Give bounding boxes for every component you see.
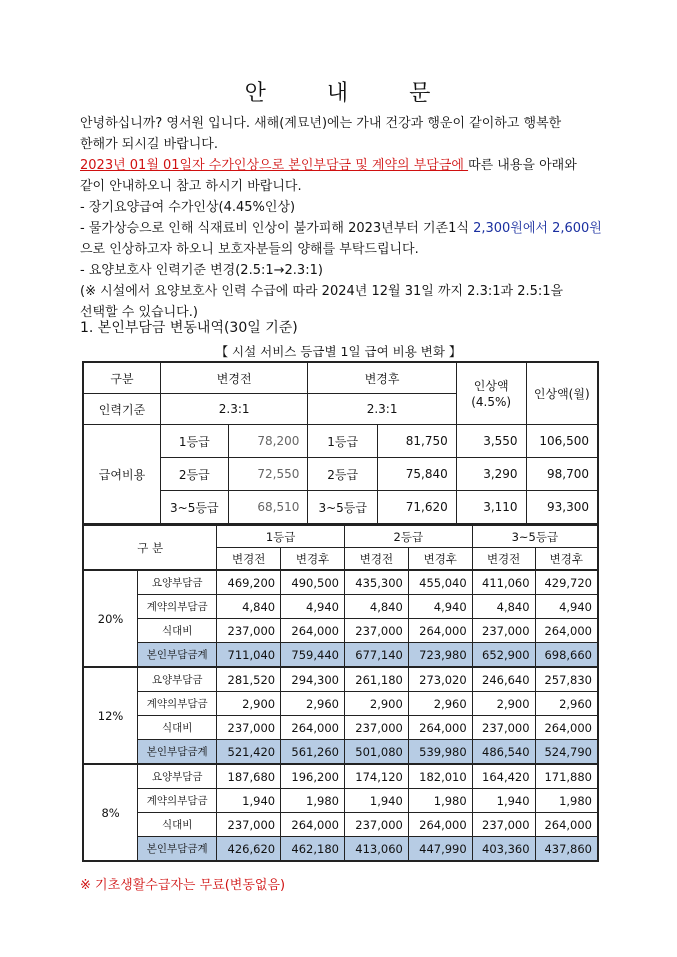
table-row — [83, 570, 598, 595]
price-change: 2,300원에서 2,600원 — [473, 221, 602, 236]
header-cell: 인상액(월) — [526, 362, 598, 425]
table-cell: 171,880 — [535, 764, 598, 789]
table-cell: 196,200 — [281, 764, 345, 789]
highlighted-notice: 2023년 01월 01일자 수가인상으로 본인부담금 및 계약의 부담금에 — [80, 158, 469, 173]
table-row — [83, 595, 598, 619]
sub-header: 변경전 — [217, 548, 281, 571]
table-cell: 294,300 — [281, 667, 345, 692]
header-cell: 변경후 — [308, 362, 456, 394]
table-cell: 2,900 — [344, 692, 408, 716]
table-cell: 723,980 — [408, 643, 472, 668]
table-cell: 490,500 — [281, 570, 345, 595]
table-row — [83, 740, 598, 765]
table-cell: 561,260 — [281, 740, 345, 765]
table-cell: 469,200 — [217, 570, 281, 595]
table-cell: 521,420 — [217, 740, 281, 765]
bullet-item: 으로 인상하고자 하오니 보호자분들의 양해를 부탁드립니다. — [80, 242, 419, 257]
table-row — [83, 491, 598, 525]
row-label: 요양부담금 — [138, 764, 217, 789]
table-cell: 237,000 — [217, 813, 281, 837]
grade-cell: 2등급 — [160, 458, 228, 491]
table-cell: 237,000 — [217, 619, 281, 643]
grade-cell: 3~5등급 — [160, 491, 228, 525]
intro-line — [80, 155, 600, 176]
row-label: 식대비 — [138, 813, 217, 837]
intro-line: 같이 안내하오니 참고 하시기 바랍니다. — [80, 179, 302, 194]
sub-header: 변경후 — [281, 548, 345, 571]
table-cell: 711,040 — [217, 643, 281, 668]
row-label: 계약의부담금 — [138, 595, 217, 619]
table-cell: 1,940 — [217, 789, 281, 813]
table-cell: 264,000 — [408, 813, 472, 837]
table-cell: 437,860 — [535, 837, 598, 862]
grade-header: 2등급 — [344, 525, 472, 548]
grade-cell: 1등급 — [308, 425, 378, 458]
table-cell: 539,980 — [408, 740, 472, 765]
table-cell: 524,790 — [535, 740, 598, 765]
table-cell: 237,000 — [344, 619, 408, 643]
header-cell: 구분 — [83, 362, 160, 394]
table-cell: 264,000 — [535, 716, 598, 740]
table-cell: 264,000 — [281, 619, 345, 643]
intro-line: 한해가 되시길 바랍니다. — [80, 137, 218, 152]
row-label: 식대비 — [138, 619, 217, 643]
table-cell: 264,000 — [281, 813, 345, 837]
header-cell: 변경전 — [160, 362, 307, 394]
table-cell: 257,830 — [535, 667, 598, 692]
table-cell: 281,520 — [217, 667, 281, 692]
section-heading: 1. 본인부담금 변동내역(30일 기준) — [80, 320, 298, 336]
intro-text-rest: 따른 내용을 아래와 — [468, 158, 577, 173]
table-row — [83, 458, 598, 491]
table-cell: 455,040 — [408, 570, 472, 595]
sub-header: 변경전 — [344, 548, 408, 571]
table-cell: 2,960 — [281, 692, 345, 716]
table-cell: 273,020 — [408, 667, 472, 692]
footnote: ※ 기초생활수급자는 무료(변동없음) — [80, 878, 286, 893]
table-row — [83, 425, 598, 458]
table-cell: 2.3:1 — [160, 394, 307, 425]
intro-line: 안녕하십니까? 영서원 입니다. 새해(계묘년)에는 가내 건강과 행운이 같이하고 행복한 — [80, 116, 562, 131]
table-row — [83, 667, 598, 692]
grade-cell: 2등급 — [308, 458, 378, 491]
table-cell: 2.3:1 — [308, 394, 456, 425]
row-label: 계약의부담금 — [138, 789, 217, 813]
table-cell: 237,000 — [472, 716, 535, 740]
row-label: 급여비용 — [83, 425, 160, 525]
header-cell: 인상액 (4.5%) — [456, 362, 526, 425]
table-cell: 78,200 — [228, 425, 308, 458]
table-cell: 237,000 — [344, 813, 408, 837]
sub-header: 변경후 — [535, 548, 598, 571]
table-cell: 106,500 — [526, 425, 598, 458]
table-cell: 3,290 — [456, 458, 526, 491]
table-row — [83, 692, 598, 716]
table-cell: 2,900 — [217, 692, 281, 716]
rate-cell: 12% — [83, 667, 138, 764]
row-label: 본인부담금계 — [138, 643, 217, 668]
table-cell: 4,840 — [472, 595, 535, 619]
bullet-item — [80, 218, 600, 239]
table-cell: 182,010 — [408, 764, 472, 789]
row-label: 본인부담금계 — [138, 837, 217, 862]
table-cell: 652,900 — [472, 643, 535, 668]
table-cell: 75,840 — [378, 458, 457, 491]
table-cell: 435,300 — [344, 570, 408, 595]
table-cell: 413,060 — [344, 837, 408, 862]
table-cell: 4,840 — [344, 595, 408, 619]
rate-cell: 20% — [83, 570, 138, 667]
note-line: 선택할 수 있습니다.) — [80, 305, 198, 320]
table-cell: 98,700 — [526, 458, 598, 491]
sub-header: 변경후 — [408, 548, 472, 571]
table-cell: 187,680 — [217, 764, 281, 789]
table-cell: 1,940 — [472, 789, 535, 813]
row-label: 요양부담금 — [138, 570, 217, 595]
table-row — [83, 789, 598, 813]
table-cell: 72,550 — [228, 458, 308, 491]
table-row — [83, 716, 598, 740]
table-cell: 429,720 — [535, 570, 598, 595]
page-title: 안 내 문 — [244, 81, 433, 106]
grade-header: 1등급 — [217, 525, 345, 548]
table-cell: 237,000 — [217, 716, 281, 740]
table-cell: 677,140 — [344, 643, 408, 668]
intro-text — [80, 113, 600, 323]
table-row — [83, 525, 598, 548]
table-cell: 246,640 — [472, 667, 535, 692]
table-row — [83, 837, 598, 862]
row-label: 계약의부담금 — [138, 692, 217, 716]
table-cell: 81,750 — [378, 425, 457, 458]
table-cell: 4,940 — [281, 595, 345, 619]
sub-header: 변경전 — [472, 548, 535, 571]
bullet-item: - 요양보호사 인력기준 변경(2.5:1→2.3:1) — [80, 263, 323, 278]
table-cell: 2,960 — [408, 692, 472, 716]
table-cell: 93,300 — [526, 491, 598, 525]
table-cell: 4,940 — [535, 595, 598, 619]
table-cell: 264,000 — [408, 619, 472, 643]
table-cell: 264,000 — [535, 813, 598, 837]
note-line: (※ 시설에서 요양보호사 인력 수급에 따라 2024년 12월 31일 까지 2.3:1과 2.5:1을 — [80, 284, 564, 299]
table-cell: 411,060 — [472, 570, 535, 595]
table-cell: 3,110 — [456, 491, 526, 525]
table-cell: 164,420 — [472, 764, 535, 789]
table-cell: 501,080 — [344, 740, 408, 765]
table-row — [83, 764, 598, 789]
table-cell: 237,000 — [472, 619, 535, 643]
table-row — [83, 619, 598, 643]
bullet-item: - 장기요양급여 수가인상(4.45%인상) — [80, 200, 296, 215]
table-cell: 698,660 — [535, 643, 598, 668]
grade-header: 3~5등급 — [472, 525, 598, 548]
grade-cell: 3~5등급 — [308, 491, 378, 525]
table-cell: 264,000 — [408, 716, 472, 740]
table-cell: 1,940 — [344, 789, 408, 813]
table-cell: 237,000 — [344, 716, 408, 740]
table-row — [83, 362, 598, 394]
table-cell: 261,180 — [344, 667, 408, 692]
table-cell: 174,120 — [344, 764, 408, 789]
table-cell: 403,360 — [472, 837, 535, 862]
table-cell: 426,620 — [217, 837, 281, 862]
table-cell: 71,620 — [378, 491, 457, 525]
table-cell: 2,960 — [535, 692, 598, 716]
table-cell: 4,940 — [408, 595, 472, 619]
table-cell: 264,000 — [281, 716, 345, 740]
daily-cost-table — [82, 361, 599, 525]
bullet-text: - 물가상승으로 인해 식재료비 인상이 불가피해 2023년부터 기존1식 — [80, 221, 474, 236]
table-cell: 486,540 — [472, 740, 535, 765]
row-label: 인력기준 — [83, 394, 160, 425]
table-row — [83, 813, 598, 837]
table-cell: 1,980 — [535, 789, 598, 813]
copay-table — [82, 524, 599, 862]
header-cell: 구 분 — [83, 525, 217, 570]
table-cell: 759,440 — [281, 643, 345, 668]
table-cell: 237,000 — [472, 813, 535, 837]
table-cell: 68,510 — [228, 491, 308, 525]
row-label: 본인부담금계 — [138, 740, 217, 765]
table-row — [83, 643, 598, 668]
table-cell: 4,840 — [217, 595, 281, 619]
table-cell: 447,990 — [408, 837, 472, 862]
row-label: 식대비 — [138, 716, 217, 740]
table-cell: 2,900 — [472, 692, 535, 716]
table-cell: 3,550 — [456, 425, 526, 458]
row-label: 요양부담금 — [138, 667, 217, 692]
table-caption: 【 시설 서비스 등급별 1일 급여 비용 변화 】 — [215, 344, 462, 359]
table-cell: 264,000 — [535, 619, 598, 643]
table-cell: 1,980 — [408, 789, 472, 813]
table-cell: 462,180 — [281, 837, 345, 862]
grade-cell: 1등급 — [160, 425, 228, 458]
table-cell: 1,980 — [281, 789, 345, 813]
rate-cell: 8% — [83, 764, 138, 861]
